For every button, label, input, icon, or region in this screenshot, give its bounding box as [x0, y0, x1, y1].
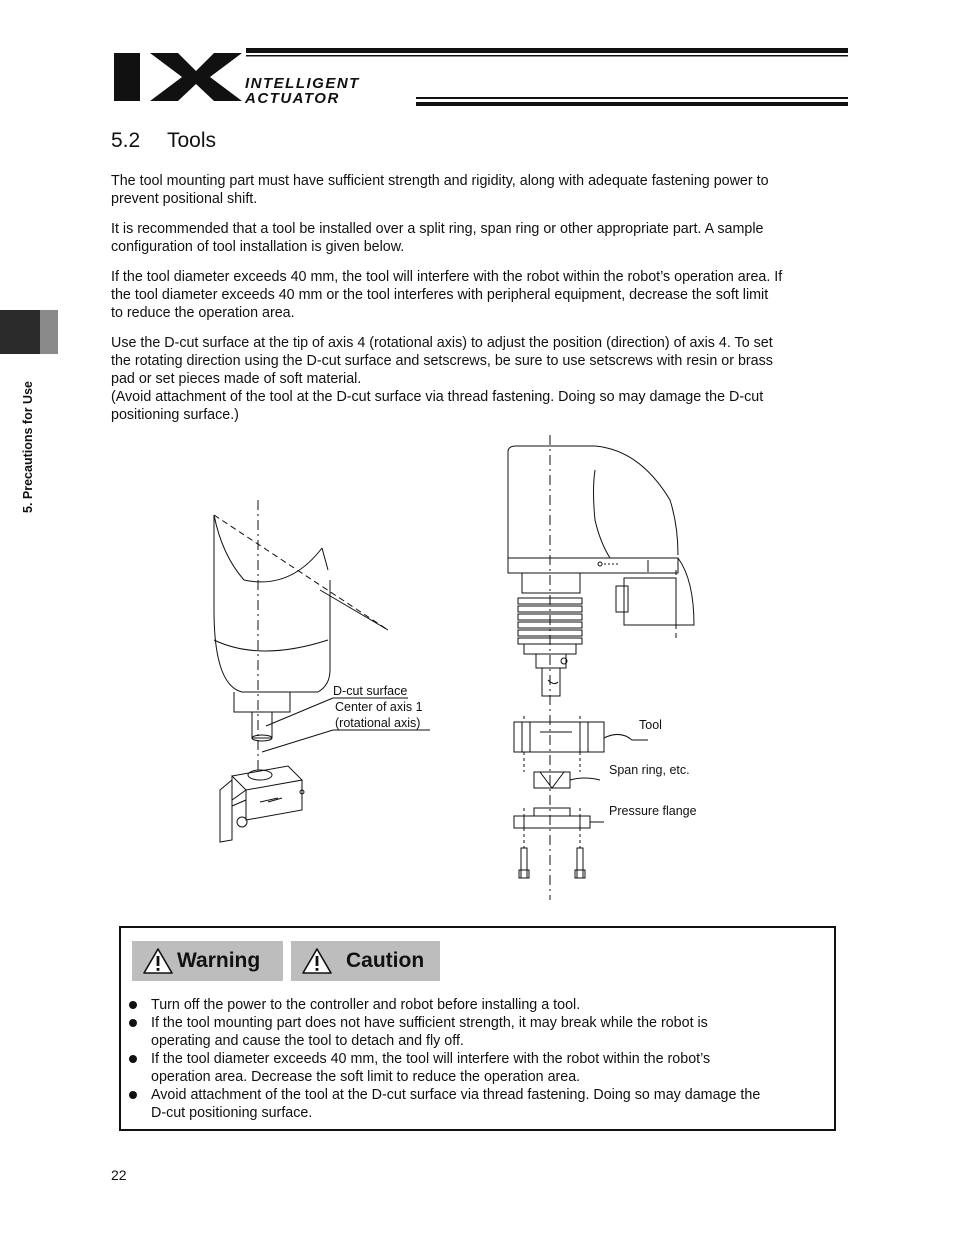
notice-item: If the tool mounting part does not have sufficient strength, it may break while the robot is operating and cause the tool to detach and fly off. — [129, 1014, 829, 1050]
notice-item: Turn off the power to the controller and robot before installing a tool. — [129, 996, 829, 1014]
paragraph-dcut: Use the D-cut surface at the tip of axis 4 (rotational axis) to adjust the position (direction) of axis 4. To set the rotating direction using the D-cut surface and setscrews, be sure to use setscrews with resin or brass pad or set pieces made of soft material. (Avoid attachment of the tool at the D-cut surface via thread fastening. Doing so may damage the D-cut positioning surface.) — [111, 335, 773, 423]
warning-badge — [132, 941, 283, 981]
bullet-icon — [129, 1091, 137, 1099]
label-dcut-surface: D-cut surface — [333, 684, 408, 698]
section-number: 5.2 — [111, 129, 141, 152]
notice-item: Avoid attachment of the tool at the D-cut surface via thread fastening. Doing so may damage the D-cut positioning surface. — [129, 1086, 829, 1122]
page-number: 22 — [111, 1167, 127, 1183]
notice-item: If the tool diameter exceeds 40 mm, the tool will interfere with the robot within the robot’s operation area. Decrease the soft limit to reduce the operation area. — [129, 1050, 829, 1086]
label-pressure-flange: Pressure flange — [609, 804, 697, 818]
section-heading — [111, 129, 216, 153]
paragraph-strength: The tool mounting part must have sufficient strength and rigidity, along with adequate fastening power to prevent positional shift. — [111, 173, 769, 207]
intelligent-actuator-logo — [112, 45, 852, 107]
caution-triangle-icon — [302, 947, 332, 975]
warning-label: Warning — [177, 949, 261, 972]
warning-triangle-icon — [143, 947, 173, 975]
brand-name-line2: ACTUATOR — [245, 90, 340, 107]
paragraph-split-ring: It is recommended that a tool be installed over a split ring, span ring or other appropriate part. A sample configuration of tool installation is given below. — [111, 221, 764, 255]
bullet-icon — [129, 1055, 137, 1063]
paragraph-tool-diameter: If the tool diameter exceeds 40 mm, the tool will interfere with the robot within the robot’s operation area. If the tool diameter exceeds 40 mm or the tool interferes with peripheral equipment, decrease the soft limit to reduce the operation area. — [111, 269, 783, 321]
robot-arm-tip-drawing — [214, 500, 388, 842]
chapter-tab — [0, 310, 58, 354]
bullet-icon — [129, 1019, 137, 1027]
label-center-axis-line1: Center of axis 1 — [335, 700, 423, 714]
brand-name-line1: INTELLIGENT — [245, 75, 360, 92]
scara-robot-drawing — [508, 435, 694, 900]
notice-list — [129, 996, 829, 1122]
label-span-ring: Span ring, etc. — [609, 763, 690, 777]
section-title: Tools — [167, 129, 217, 152]
label-center-axis-line2: (rotational axis) — [335, 716, 421, 730]
tool-installation-figure — [200, 430, 760, 900]
caution-label: Caution — [346, 949, 425, 972]
notice-box — [119, 926, 836, 1131]
label-tool: Tool — [639, 718, 662, 732]
caution-badge — [291, 941, 440, 981]
bullet-icon — [129, 1001, 137, 1009]
